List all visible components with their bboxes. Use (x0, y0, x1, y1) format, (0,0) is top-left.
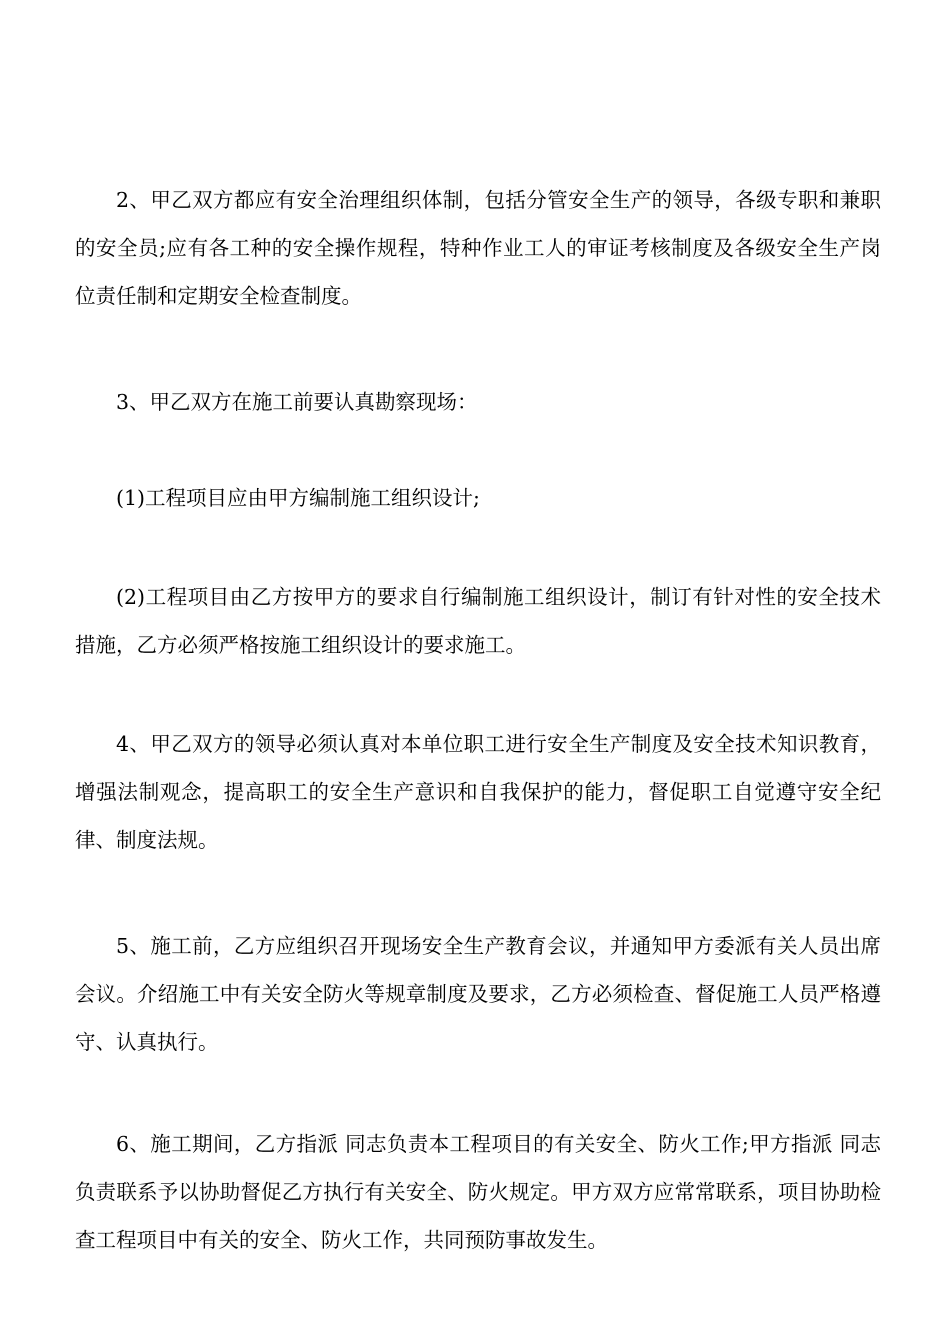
paragraph-item-4: 4、甲乙双方的领导必须认真对本单位职工进行安全生产制度及安全技术知识教育，增强法制观念，提高职工的安全生产意识和自我保护的能力，督促职工自觉遵守安全纪律、制度法规。 (75, 732, 881, 852)
paragraph-subitem-1: (1)工程项目应由甲方编制施工组织设计; (116, 486, 480, 510)
paragraph-item-3: 3、甲乙双方在施工前要认真勘察现场： (116, 390, 478, 414)
paragraph-subitem-2: (2)工程项目由乙方按甲方的要求自行编制施工组织设计，制订有针对性的安全技术措施，乙方必须严格按施工组织设计的要求施工。 (75, 585, 881, 657)
paragraph-item-2: 2、甲乙双方都应有安全治理组织体制，包括分管安全生产的领导，各级专职和兼职的安全员;应有各工种的安全操作规程，特种作业工人的审证考核制度及各级安全生产岗位责任制和定期安全检查制度。 (75, 188, 881, 308)
paragraph-item-5: 5、施工前，乙方应组织召开现场安全生产教育会议，并通知甲方委派有关人员出席会议。介绍施工中有关安全防火等规章制度及要求，乙方必须检查、督促施工人员严格遵守、认真执行。 (75, 934, 881, 1054)
paragraph-item-6: 6、施工期间，乙方指派 同志负责本工程项目的有关安全、防火工作;甲方指派 同志负责联系予以协助督促乙方执行有关安全、防火规定。甲方双方应常常联系，项目协助检查工程项目中有关的安全、防火工作，共同预防事故发生。 (75, 1132, 881, 1252)
